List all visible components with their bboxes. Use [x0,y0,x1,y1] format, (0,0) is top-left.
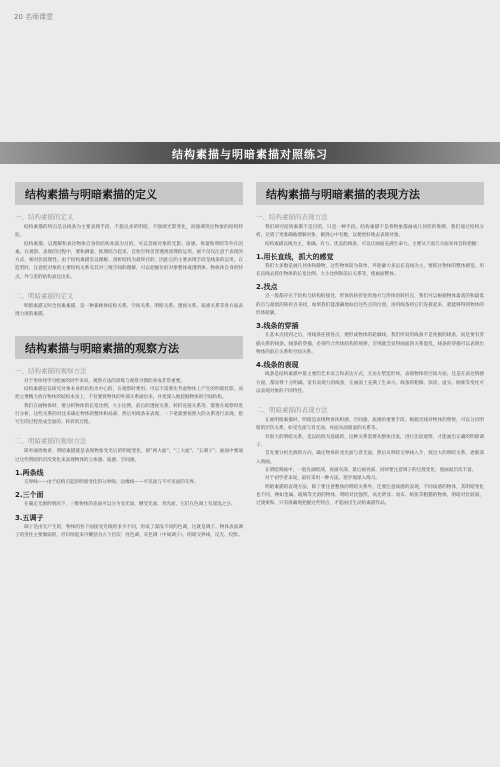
subheading-light-dark-observation: 二、明暗素描的观察方法 [15,437,87,446]
section-title-definition: 结构素描与明暗素描的定义 [15,182,243,205]
section-title-expression: 结构素描与明暗素描的表现方法 [256,182,484,205]
paragraph: 在基本点找到之后，用线条连接各点，便形成物体的轮廓线。我们所说的线条不是死板的线条，而是要有穿插关系的线条。线条的穿插，必须符合形体结构的规律，否则就会显得画面的关系混乱，线条的穿插可以表现出物体的前后关系和空间关系。 [256,333,484,355]
paragraph: 有很大的明暗关系，是以结构为基础的，这种关系需要从整体出发，进行比较观察，才能画出正确的明暗调子。 [256,434,484,449]
heading-two-lines: 1.两条线 [15,469,44,478]
heading-long-lines: 1.用长直线，抓大的感觉 [256,252,334,261]
subheading-structure-definition: 一、结构素描的定义 [15,213,74,221]
section-title-observation: 结构素描与明暗素描的观察方法 [15,336,243,359]
page-title: 结构素描与明暗素描对照练习 [172,148,328,161]
page-header: 20 名师课堂 [14,13,54,21]
paragraph: 我们在画物体时，要分析物体的长宽比例，大小比例，前后的透视关系，转折连接关系等，都要在观察时进行分析，这些关系的对比来确定物体的整体和局部，然后用线条来表现，一下笔就要按照大的关系进行表现。把写生的过程变成全面的、转折的过程。 [15,403,243,426]
heading-five-tones: 3.五调子 [15,513,44,522]
paragraph: 我们研究结构素描不是目的，只是一种手段。结构素描不是将物象都画成几何形的堆砌，我们通过结构分析，达到了更准确地理解对象，做到心中有数，以便更好地去表现对象。 [256,225,484,239]
paragraph: 在明暗刻画中，一般先画暗部，再画灰部，最后画亮部，同时要注意调子的过渡变化，使画面层次丰富。 [265,467,477,473]
heading-find-points: 2.找点 [256,283,278,292]
heading-three-faces: 2.三个面 [15,491,44,500]
heading-line-expression: 4.线条的表现 [256,361,299,370]
paragraph: 在画明暗素描时，明暗是表现物体体积感、空间感、质感的重要手段。根据光线对物体的照射，可以分出明暗的层次关系，如受光面与背光面、亮面灰面暗面的关系等。 [256,418,484,432]
paragraph: 简单通俗地讲，明暗素描就是表现物象受光后的明暗变化，即"两大面"、"三大面"、"五调子"。画面中要通过这些明暗的层次变化来表现物体的立体感、质感、空间感。 [15,449,243,463]
right-column [256,182,484,508]
paragraph: 点一般都存在于结构与结构衔接处，形体的转折处的地方与形体的转折点，我们可以根据物体最高的和最低的点与最低的转折点来找，如果我们能准确地标出这些点的位置，再用线条将它们连接起来，就能够得到物体的形体轮廓。 [256,294,484,317]
paragraph: 结构素描以线为主，准确、有力、优美的线条，可以让画面充满生命力。主要从下面几方面来体会和把握： [265,241,481,247]
subheading-structure-expression: 一、结构素描的表现方法 [256,213,328,221]
subheading-light-dark-definition: 二、明暗素描的定义 [15,292,74,301]
subheading-light-dark-expression: 二、明暗素描的表现方法 [256,406,328,415]
paragraph: 调子是由光产生的，物体的各个面接受光线的多少不同，形成了深浅不同的色调，这就是调子。物体表面调子的变化主要微弱的，但归纳起来可概括为五个层次：亮色调、灰色调（中间调子）、明暗交界线、反光、投影。 [15,524,243,538]
paragraph: 我们大多数是画几何体和静物，这些物体较为简单，外轮廓大多以长直线为主，要抓住物体的整体感觉，用长直线去抓住物体的长宽比例、大小比例和前后关系等，使画面整体。 [256,263,484,278]
paragraph: 首先要分析光源的方向，确定物体的受光面与背光面，然后从明暗交界线入手，找出大的明暗关系，逐渐深入刻画。 [256,451,484,465]
title-banner [0,142,500,164]
left-column [15,182,243,540]
paragraph: 交界线——由于结构引起的明暗变化的分界线；边缘线——可见面与不可见面的交界。 [24,480,199,486]
paragraph: 结构素描是以研究对象本身的结构为中心的，在观察时要用、可以不需要先考虑物体上产生的明暗投影，而把主要精力放在物体的结构本身上，不仅要将物体的外部关系画出来，并更深入地挖掘物体的空间结构。 [15,386,243,401]
paragraph: 在确定光源的情况下，三维物体的表面可以分为受光面、侧受光面、背光面，它们在色调上有深浅之分。 [24,502,236,508]
paragraph: 结构素描的特点是以线条为主要表现手段，不施以多的明暗，不强调光影变化，而强调突出物象的结构特征。 [15,225,243,239]
paragraph: 明暗素描的表现方法，除了要注意整体的明暗关系外，还要注意质感的表现，不同质感的物体，其明暗变化也不同，例如金属、玻璃等光滑的物体，明暗对比强烈，高光明显；而布、纸张等粗糙的物体，明暗对比较弱，过渡柔和。只有准确地把握这些特点，才能画出生动的素描作品。 [256,484,484,507]
subheading-structure-observation: 一、结构素描的观察方法 [15,366,87,375]
paragraph: 明暗素描又叫全因素素描，是一种兼顾体结构关系、空间关系、明暗关系、透视关系、质感关系等各方面表现力度的素描。 [15,304,243,318]
paragraph: 结构素描，以理解和表达物体自身的结构本质为目的，可以忽视对象的光影、质感、体量和明暗等外在因素。在观察、表现的过程中，要和测量、推理结合起来，自始至终贯穿透视原理的运用。画不仅仅注意于表现的方式，相对比较理性。由于结构素描是以理解、剖析结构为最终目的，因此它的主要表现手段是线条的运用，在造型时，注意把对象的主要结构关系及其对三维空间的理解，可以把握住的对象整体或透明体、物体体自身的特点、外与里的结构表达出来。 [15,241,243,280]
heading-line-interweave: 3.线条的穿插 [256,322,299,331]
paragraph: 对于初学者来说，最好采用一种方法，逐步地深入练习。 [265,476,380,482]
paragraph: 对于用单纯学习绘画的同学来说，观察方法的训练与观察习惯的养成非常重要。 [24,378,185,384]
paragraph: 线条是结构素描中最主要的艺术语言和表达方式，无论在塑造形体，表现物体的空间方面，还是在表达情感方面，都显得十分明确。富有表现力的线条，在画面上充满了生命力。线条的粗细、浓淡、虚实、刚柔等变化可以表现对象的不同特性。 [256,372,484,394]
